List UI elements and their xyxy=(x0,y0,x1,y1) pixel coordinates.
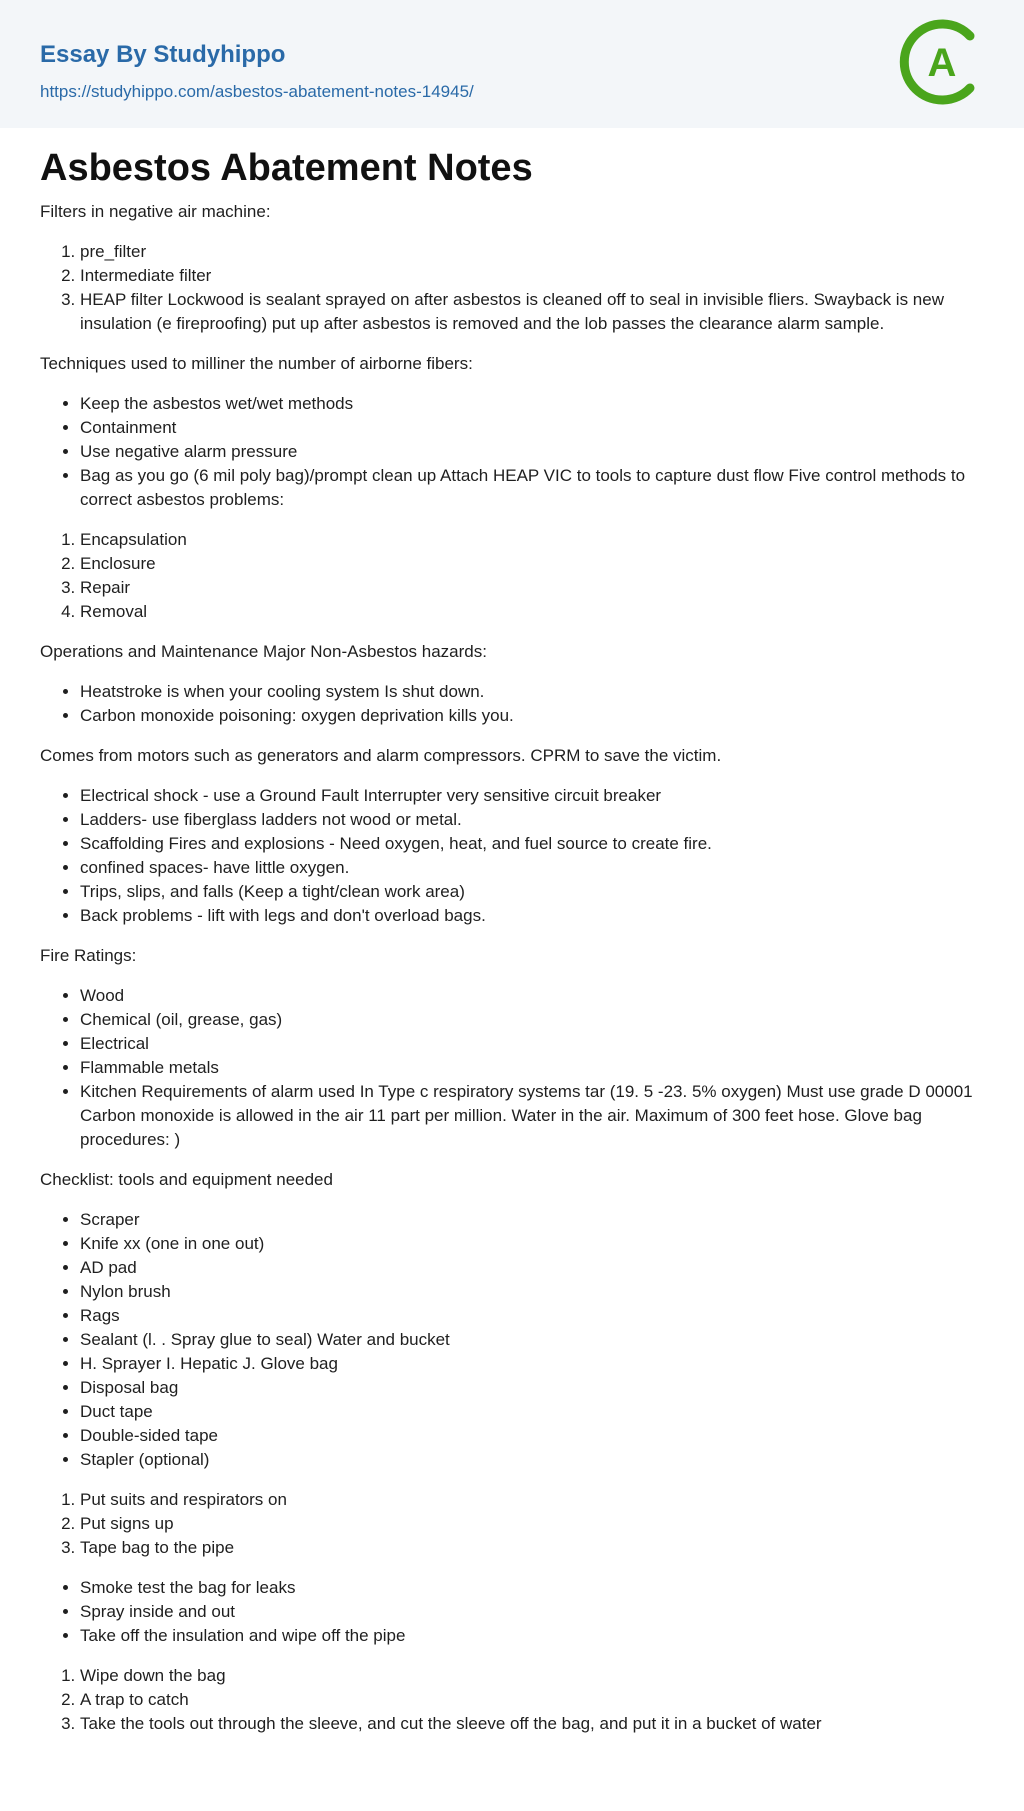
list-item: 4. Removal xyxy=(80,600,984,624)
steps-list-b xyxy=(40,1576,984,1648)
fire-intro: Fire Ratings: xyxy=(40,946,137,965)
om-intro: Operations and Maintenance Major Non-Asbestos hazards: xyxy=(40,642,487,661)
list-item: 1. Put suits and respirators on xyxy=(80,1488,984,1512)
list-item: • Smoke test the bag for leaks xyxy=(80,1576,984,1600)
list-item: • H. Sprayer I. Hepatic J. Glove bag xyxy=(80,1352,984,1376)
hazards-list-b xyxy=(40,784,984,928)
list-item: • Scaffolding Fires and explosions - Need oxygen, heat, and fuel source to create fire. xyxy=(80,832,984,856)
studyhippo-logo-icon[interactable] xyxy=(898,18,986,106)
list-item: 3. Tape bag to the pipe xyxy=(80,1536,984,1560)
list-item: • Containment xyxy=(80,416,984,440)
list-item: • Nylon brush xyxy=(80,1280,984,1304)
techniques-list xyxy=(40,392,984,512)
source-link[interactable]: https://studyhippo.com/asbestos-abatement-notes-14945/ xyxy=(40,82,474,101)
list-item: • Spray inside and out xyxy=(80,1600,984,1624)
list-item: • Sealant (l. . Spray glue to seal) Water and bucket xyxy=(80,1328,984,1352)
brand-title: Essay By Studyhippo xyxy=(40,41,286,68)
page-title: Asbestos Abatement Notes xyxy=(40,147,533,189)
fire-ratings-list xyxy=(40,984,984,1152)
list-item: • Back problems - lift with legs and don't overload bags. xyxy=(80,904,984,928)
filters-intro: Filters in negative air machine: xyxy=(40,202,271,221)
list-item: 3. HEAP filter Lockwood is sealant sprayed on after asbestos is cleaned off to seal in invisible fliers. Swayback is new insulation (e fireproofing) put up after asbestos is removed and the lob passes the clearance alarm sample. xyxy=(80,288,984,336)
list-item: 2. Put signs up xyxy=(80,1512,984,1536)
list-item: • Electrical shock - use a Ground Fault Interrupter very sensitive circuit breaker xyxy=(80,784,984,808)
list-item: • Chemical (oil, grease, gas) xyxy=(80,1008,984,1032)
motors-text: Comes from motors such as generators and alarm compressors. CPRM to save the victim. xyxy=(40,746,722,765)
steps-list-c xyxy=(40,1664,984,1736)
hazards-list-a xyxy=(40,680,984,728)
list-item: • AD pad xyxy=(80,1256,984,1280)
list-item: • Rags xyxy=(80,1304,984,1328)
list-item: 3. Take the tools out through the sleeve, and cut the sleeve off the bag, and put it in a bucket of water xyxy=(80,1712,984,1736)
checklist-list xyxy=(40,1208,984,1472)
list-item: • Trips, slips, and falls (Keep a tight/clean work area) xyxy=(80,880,984,904)
list-item: • Electrical xyxy=(80,1032,984,1056)
filters-list xyxy=(40,240,984,336)
list-item: • Use negative alarm pressure xyxy=(80,440,984,464)
site-header xyxy=(0,0,1024,128)
list-item: • Stapler (optional) xyxy=(80,1448,984,1472)
list-item: • Keep the asbestos wet/wet methods xyxy=(80,392,984,416)
list-item: • Duct tape xyxy=(80,1400,984,1424)
list-item: 1. Wipe down the bag xyxy=(80,1664,984,1688)
control-methods-list xyxy=(40,528,984,624)
list-item: • Take off the insulation and wipe off the pipe xyxy=(80,1624,984,1648)
list-item: • Wood xyxy=(80,984,984,1008)
list-item: • Ladders- use fiberglass ladders not wood or metal. xyxy=(80,808,984,832)
list-item: • Carbon monoxide poisoning: oxygen deprivation kills you. xyxy=(80,704,984,728)
steps-list-a xyxy=(40,1488,984,1560)
list-item: • Scraper xyxy=(80,1208,984,1232)
list-item: 2. A trap to catch xyxy=(80,1688,984,1712)
list-item: • Double-sided tape xyxy=(80,1424,984,1448)
list-item: • Bag as you go (6 mil poly bag)/prompt clean up Attach HEAP VIC to tools to capture dust flow Five control methods to correct asbestos problems: xyxy=(80,464,984,512)
techniques-intro: Techniques used to milliner the number of airborne fibers: xyxy=(40,354,473,373)
list-item: • Heatstroke is when your cooling system Is shut down. xyxy=(80,680,984,704)
list-item: 2. Enclosure xyxy=(80,552,984,576)
list-item: • Kitchen Requirements of alarm used In Type c respiratory systems tar (19. 5 -23. 5% oxygen) Must use grade D 00001 Carbon monoxide is allowed in the air 11 part per million. Water in the air. Maximum of 300 feet hose. Glove bag procedures: ) xyxy=(80,1080,984,1152)
list-item: 3. Repair xyxy=(80,576,984,600)
logo-letter: A xyxy=(927,41,957,85)
list-item: 1. pre_filter xyxy=(80,240,984,264)
list-item: • Disposal bag xyxy=(80,1376,984,1400)
list-item: 2. Intermediate filter xyxy=(80,264,984,288)
list-item: • Knife xx (one in one out) xyxy=(80,1232,984,1256)
list-item: • confined spaces- have little oxygen. xyxy=(80,856,984,880)
list-item: • Flammable metals xyxy=(80,1056,984,1080)
essay-body xyxy=(0,128,1024,1736)
checklist-intro: Checklist: tools and equipment needed xyxy=(40,1170,333,1189)
list-item: 1. Encapsulation xyxy=(80,528,984,552)
